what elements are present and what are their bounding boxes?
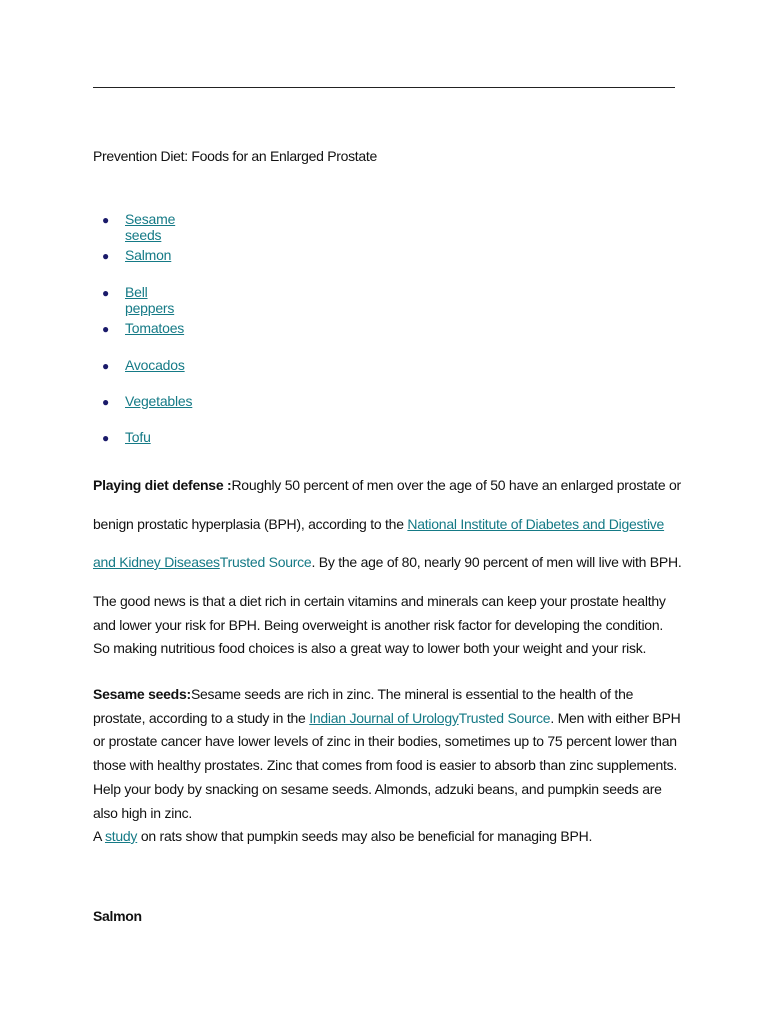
indian-journal-link[interactable]: Indian Journal of Urology (309, 709, 459, 726)
trusted-source-label: Trusted Source (458, 709, 551, 726)
food-link-avocados[interactable]: Avocados (125, 356, 185, 373)
salmon-heading: Salmon (93, 908, 142, 924)
food-link-salmon[interactable]: Salmon (125, 247, 172, 264)
horizontal-rule (93, 87, 675, 88)
food-link-sesame-seeds[interactable]: Sesame seeds (125, 211, 176, 243)
study-text: on rats show that pumpkin seeds may also be beneficial for managing BPH. (137, 828, 593, 844)
study-link[interactable]: study (104, 828, 138, 844)
bullet-icon: ● (102, 394, 110, 409)
study-paragraph (93, 825, 683, 847)
diet-defense-paragraph (93, 466, 683, 582)
trusted-source-label: Trusted Source (219, 554, 312, 570)
diet-defense-text-1: Roughly 50 percent of men over the age of 50 have an enlarged prostate or benign prostatic hyperplasia (BPH), according to the (93, 477, 681, 532)
sesame-paragraph (93, 683, 683, 825)
food-link-vegetables[interactable]: Vegetables (125, 392, 193, 409)
food-link-tomatoes[interactable]: Tomatoes (125, 320, 185, 337)
diet-defense-text-2: . By the age of 80, nearly 90 percent of men will live with BPH. (311, 554, 682, 570)
food-link-tofu[interactable]: Tofu (125, 429, 151, 446)
sesame-text-1: Sesame seeds are rich in zinc. The mineral is essential to the health of the prostate, according to a study in the (93, 686, 634, 726)
bullet-icon: ● (102, 358, 110, 373)
niddk-link[interactable]: National Institute of Diabetes and Digestive and Kidney Diseases (93, 515, 665, 570)
page-heading: Prevention Diet: Foods for an Enlarged Prostate (93, 148, 377, 164)
bullet-icon: ● (102, 213, 110, 227)
bullet-icon: ● (102, 249, 110, 264)
good-news-paragraph: The good news is that a diet rich in certain vitamins and minerals can keep your prostate healthy and lower your risk for BPH. Being overweight is another risk factor for developing the condition. So making nutritious food choices is also a great way to lower both your weight and your risk. (93, 593, 666, 656)
bullet-icon: ● (102, 285, 110, 300)
bullet-icon: ● (102, 431, 110, 446)
bullet-icon: ● (102, 322, 110, 337)
study-prefix: A (93, 828, 105, 844)
sesame-label: Sesame seeds: (93, 686, 191, 702)
food-link-bell-peppers[interactable]: Bell peppers (125, 283, 175, 316)
sesame-text-2: . Men with either BPH or prostate cancer have lower levels of zinc in their bodies, sometimes up to 75 percent lower than those with healthy prostates. Zinc that comes from food is easier to absorb than zinc supplements. Help your body by snacking on sesame seeds. Almonds, adzuki beans, and pumpkin seeds are also high in zinc. (93, 709, 681, 821)
diet-defense-label: Playing diet defense : (93, 477, 232, 493)
